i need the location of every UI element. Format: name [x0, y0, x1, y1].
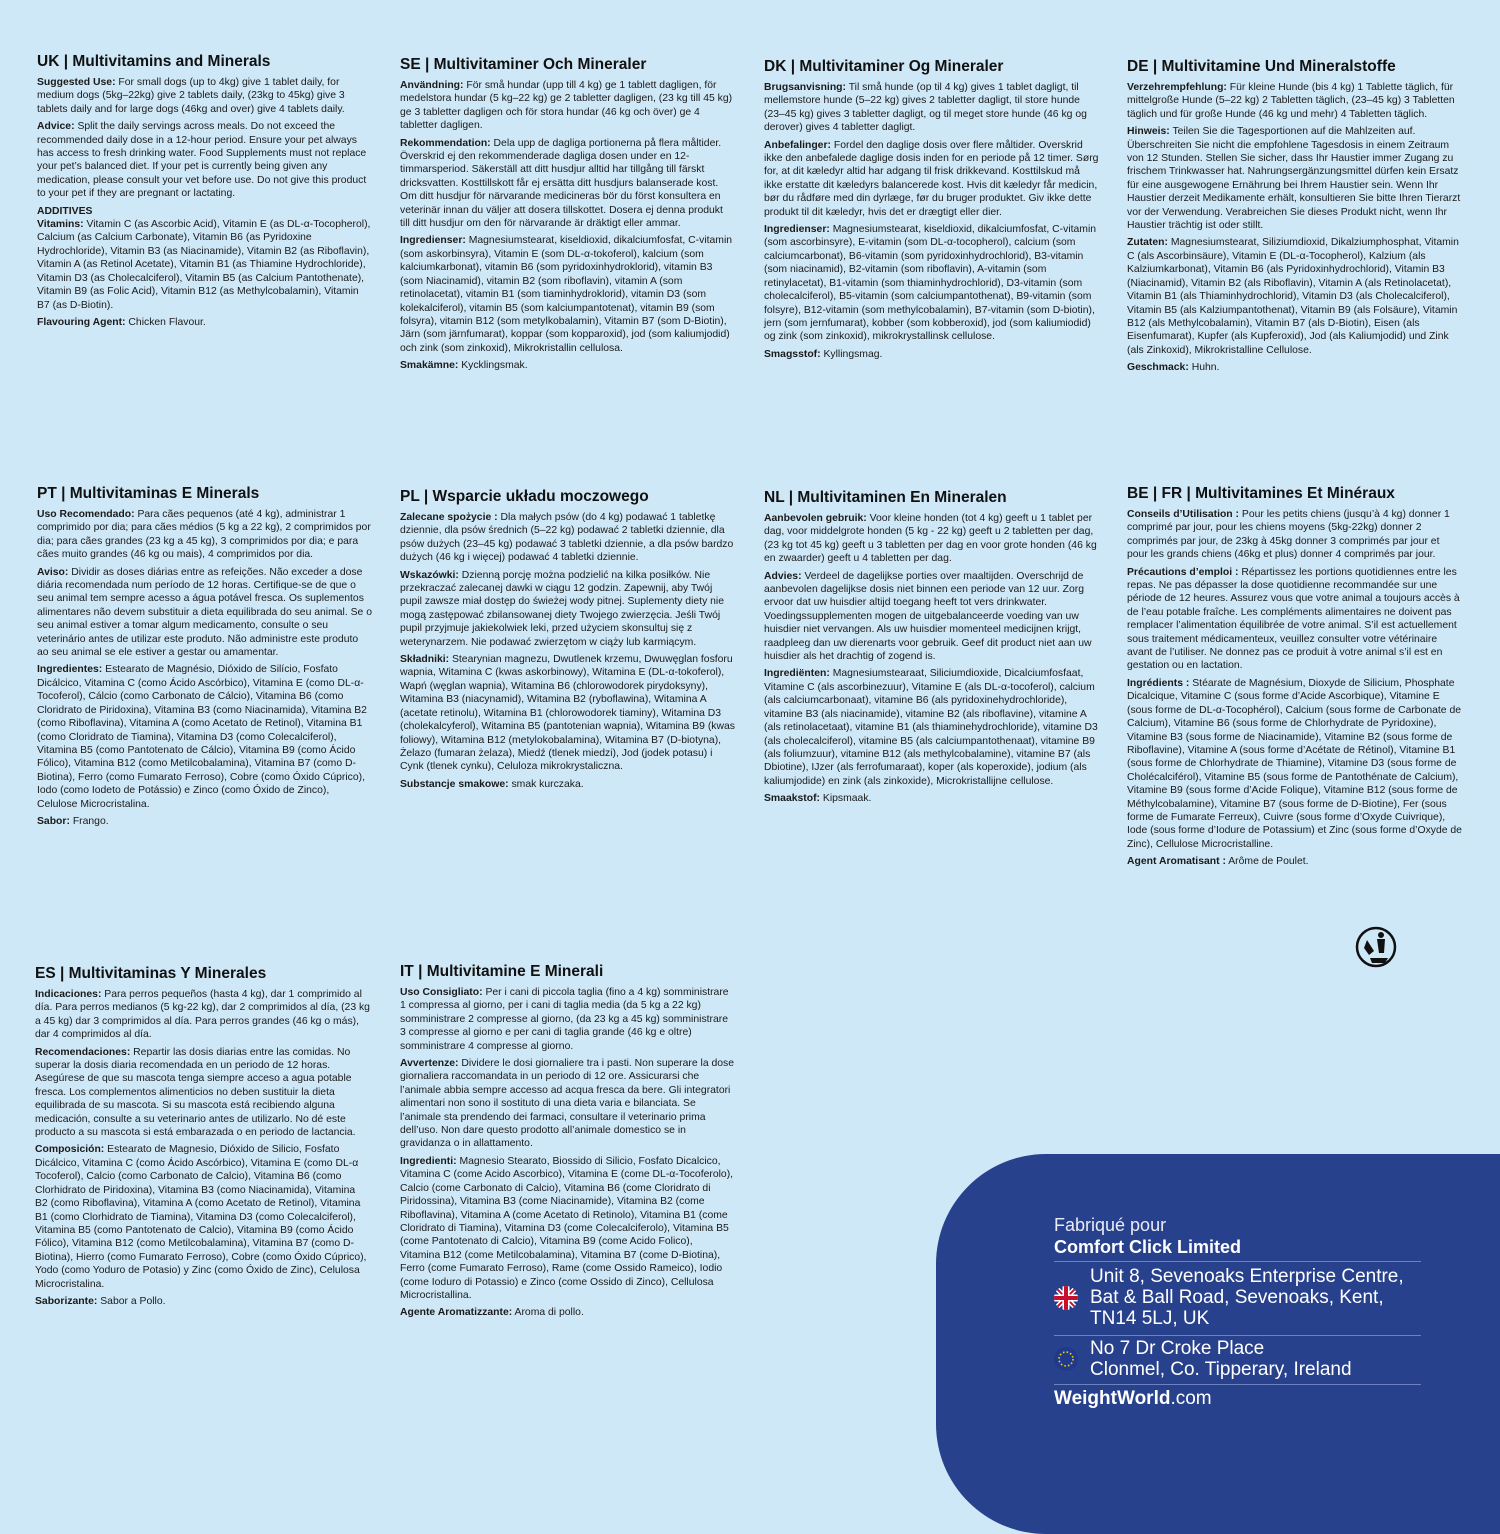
ingredients-label: Composición:: [35, 1144, 105, 1156]
advice-text: Dividir as doses diárias entre as refeições. Não exceder a dose diária recomendada num período de 12 horas. Certifique-se de que o seu animal tem sempre acesso a água potável fresca. Os suplementos alimentares não devem substituir a dieta equilibrada do seu animal. Se o seu animal estiver a tomar algum medicamento, consulte o seu veterinário antes de utilizar este produto. Não administre este produto ao seu animal se ele estiver a gestar ou amamentar.: [37, 566, 373, 659]
use-text: Para perros pequeños (hasta 4 kg), dar 1 comprimido al día. Para perros medianos (5 kg-22 kg), dar 2 comprimidos al día, (23 kg a 45 kg) dar 3 comprimidos al día. Para perros grandes (46 kg o más), dar 4 comprimidos al día.: [35, 989, 370, 1041]
use-text: Pour les petits chiens (jusqu’à 4 kg) donner 1 comprimé par jour, pour les chiens moyens (5kg-22kg) donner 2 comprimés par jour, de 23kg à 45kg donner 3 comprimés par jour et pour les grands chiens (46kg et plus) donner 4 comprimés par jour.: [1127, 509, 1450, 561]
section-heading: DK | Multivitaminer Og Mineraler: [764, 58, 1004, 75]
ingredients-text: Magnesio Stearato, Biossido di Silicio, Fosfato Dicalcico, Vitamina C (come Acido Ascorbico), Vitamina E (come DL-α-Tocoferolo), Calcio (come Carbonato di Calcio), Vitamina B6 (come Cloridrato di Piridossina), Vitamina B3 (come Niacinamide), Vitamina B2 (come Riboflavina), Vitamina A (come Acetato di Retinolo), Vitamina B1 (come Cloridrato di Tiamina), Vitamina D3 (come Colecalciferolo), Vitamina B5 (come Pantotenato di Calcio), Vitamina B9 (come Acido Folico), Vitamina B12 (come Metilcobalamina), Vitamina B7 (come D-Biotina), Ferro (come Fumarato Ferroso), Rame (come Ossido Rameico), Iodio (come Ioduro di Potassio) e Zinco (come Ossido di Zinco), Cellulosa Microcristallina.: [400, 1155, 734, 1301]
advice-label: Hinweis:: [1127, 126, 1170, 138]
advice-label: Précautions d’emploi :: [1127, 566, 1239, 578]
ingredients-text: Magnesiumstearat, kiseldioxid, dikalciumfosfat, C-vitamin (som ascorbinsyre), E-vitamin (som DL-α-tocopherol), calcium (som calciumcarbonat), B6-vitamin (som pyridoxinhydrochlorid), B3-vitamin (som niacinamid), B2-vitamin (som riboflavin), A-vitamin (som retinylacetat), B1-vitamin (som thiaminhydrochlorid), D3-vitamin (som cholecalciferol), B5-vitamin (som calciumpantothenat), B9-vitamin (som folsyre), B12-vitamin (som methylcobalamin), B7-vitamin (som D-biotin), jern (som jernfumarat), kobber (som kobberoxid), jod (som kaliumiodid) og zink (som zinkoxid), mikrokrystallinsk cellulose.: [764, 224, 1097, 343]
advice-text: Répartissez les portions quotidiennes entre les repas. Ne pas dépasser la dose quotidienne recommandée sur une période de 12 heures. Assurez vous que votre animal a toujours accès à de l’eau potable fraîche. Les compléments alimentaires ne doivent pas remplacer l’alimentation équilibrée de votre animal. S’il est actuellement sous traitement médicamenteux, veuillez consulter votre vétérinaire avant de l’utiliser. Ne donnez pas ce produit à votre animal s’il est en gestation ou en lactation.: [1127, 566, 1460, 672]
website-brand: WeightWorld: [1054, 1388, 1171, 1409]
uk-address-line: TN14 5LJ, UK: [1090, 1308, 1210, 1329]
section-pl: [400, 487, 735, 795]
use-text: Voor kleine honden (tot 4 kg) geeft u 1 tablet per dag, voor middelgrote honden (5 kg - 22 kg) geeft u 2 tabletten per dag, (23 kg tot 45 kg) geeft u 3 tabletten per dag en voor grote honden (46 kg en zwaarder) geeft u 4 tabletten per dag.: [764, 513, 1097, 565]
ingredients-label: Ingrédients :: [1127, 677, 1190, 689]
section-be-fr: [1127, 484, 1462, 873]
advice-label: Avvertenze:: [400, 1058, 459, 1070]
use-label: Zalecane spożycie :: [400, 512, 498, 523]
use-label: Verzehrempfehlung:: [1127, 82, 1227, 93]
vitamins-text: Vitamin C (as Ascorbic Acid), Vitamin E (as DL-α-Tocopherol), Calcium (as Calcium Carbonate), Vitamin B6 (as Pyridoxine Hydrochloride), Vitamin B3 (as Niacinamide), Vitamin B2 (as Riboflavin), Vitamin A (as Retinol Acetate), Vitamin B1 (as Thiamine Hydrochloride), Vitamin D3 (as Cholecalciferol), Vitamin B5 (as Calcium Pantothenate), Vitamin B9 (as Folic Acid), Vitamin B12 (as Methylcobalamin), Vitamin B7 (as D-Biotin).: [37, 219, 371, 311]
website-suffix: .com: [1170, 1388, 1212, 1409]
use-label: Brugsanvisning:: [764, 82, 846, 93]
ingredients-label: Ingredientes:: [37, 664, 103, 676]
use-text: Til små hunde (op til 4 kg) gives 1 tablet dagligt, til mellemstore hunde (5–22 kg) gives 2 tabletter dagligt, til store hunde (23–45 kg) gives 3 tabletter dagligt, og til meget store hunde (46 kg og derover) gives 4 tabletter dagligt.: [764, 82, 1087, 134]
flavour-label: Agente Aromatizzante:: [400, 1307, 513, 1319]
section-uk: [37, 52, 372, 333]
ie-address-line: Clonmel, Co. Tipperary, Ireland: [1090, 1359, 1352, 1380]
flavour-label: Sabor:: [37, 815, 70, 827]
uk-address-line: Unit 8, Sevenoaks Enterprise Centre,: [1090, 1266, 1404, 1287]
manufacturer-panel: [936, 1154, 1500, 1534]
ingredients-text: Stearynian magnezu, Dwutlenek krzemu, Dwuwęglan fosforu wapnia, Witamina C (kwas askorbinowy), Witamina E (DL-α-tokoferol), Wapń (węglan wapnia), Witamina B6 (chlorowodorek pirydoksyny), Witamina B3 (niacynamid), Witamina B2 (ryboflawina), Witamina A (acetate retinolu), Witamina B1 (chlorowodorek tiaminy), Witamina D3 (cholekalcyferol), Witamina B5 (pantotenian wapnia), Witamina B9 (kwas foliowy), Witamina B12 (metylokobalamina), Witamina B7 (D-biotyna), Żelazo (fumaran żelaza), Miedź (tlenek miedzi), Jod (jodek potasu) i Cynk (tlenek cynku), Celuloza mikrokrystaliczna.: [400, 654, 735, 773]
section-heading: BE | FR | Multivitamines Et Minéraux: [1127, 485, 1395, 502]
section-it: [400, 962, 735, 1324]
section-heading: PT | Multivitaminas E Minerals: [37, 485, 260, 502]
advice-text: Split the daily servings across meals. Do not exceed the recommended daily dose in a 12-hour period. Ensure your pet always has access to fresh drinking water. Food Supplements must not replace your pet’s balanced diet. If your pet is currently being given any medication, please consult your vet before use. Do not give this product to your pet if they are pregnant or lactating.: [37, 121, 367, 200]
flavour-text: Sabor a Pollo.: [100, 1295, 166, 1307]
ingredients-label: Ingredienti:: [400, 1155, 457, 1167]
recycle-icon: [1355, 926, 1399, 968]
flavour-label: Smagsstof:: [764, 348, 821, 360]
divider: [1054, 1335, 1421, 1336]
ingredients-label: Zutaten:: [1127, 237, 1168, 249]
uk-flag-icon: [1054, 1286, 1078, 1310]
section-de: [1127, 57, 1462, 379]
use-label: Aanbevolen gebruik:: [764, 513, 867, 524]
section-se: [400, 55, 735, 377]
use-label: Uso Consigliato:: [400, 987, 483, 998]
use-text: Para cães pequenos (até 4 kg), administrar 1 comprimido por dia; para cães médios (5 kg a 22 kg), 2 comprimidos por dia; para cães grandes (23 kg a 45 kg), 3 comprimidos por dia; e para cães muito grandes (46 kg ou mais), 4 comprimidos por dia.: [37, 509, 371, 561]
use-label: Suggested Use:: [37, 77, 116, 88]
advice-label: Aviso:: [37, 566, 69, 578]
ingredients-text: Estearato de Magnesio, Dióxido de Silicio, Fosfato Dicálcico, Vitamina C (como Ácido Ascórbico), Vitamina E (como DL-α Tocoferol), Calcio (como Carbonato de Calcio), Vitamina B6 (como Clorhidrato de Piridoxina), Vitamina B3 (como Niacinamida), Vitamina B2 (como Riboflavina), Vitamina A (como Acetato de Retinol), Vitamina B1 (como Clorhidrato de Tiamina), Vitamina D3 (como Colecalciferol), Vitamina B5 (como Pantotenato de Calcio), Vitamina B9 (como Ácido Fólico), Vitamina B12 (como Metilcobalamina), Vitamina B7 (como D-Biotina), Hierro (como Fumarato Ferroso), Cobre (como Óxido Cúprico), Yodo (como Yoduro de Potasio) y Zinc (como Óxido de Zinc), Celulosa Microcristalina.: [35, 1144, 367, 1290]
advice-text: Repartir las dosis diarias entre las comidas. No superar la dosis diaria recomendada en un periodo de 12 horas. Asegúrese de que su mascota tenga siempre acceso a agua potable fresca. Los complementos alimenticios no deben sustituir la dieta equilibrada de su mascota. Si su mascota está recibiendo alguna medicación, consulte a su veterinario antes de utilizarlo. No dé este producto a su mascota si está embarazada o en periodo de lactancia.: [35, 1046, 356, 1139]
flavour-text: Chicken Flavour.: [128, 316, 206, 328]
advice-label: Advies:: [764, 570, 802, 582]
section-heading: SE | Multivitaminer Och Mineraler: [400, 56, 647, 73]
section-heading: PL | Wsparcie układu moczowego: [400, 488, 649, 505]
ingredients-text: Estearato de Magnésio, Dióxido de Silício, Fosfato Dicálcico, Vitamina C (como Ácido Ascórbico), Vitamina E (como DL-α-Tocoferol), Cálcio (como Carbonato de Cálcio), Vitamina B6 (como Cloridrato de Piridoxina), Vitamina B3 (como Niacinamida), Vitamina B2 (como Riboflavina), Vitamina A (como Acetato de Retinol), Vitamina B1 (como Cloridrato de Tiamina), Vitamina D3 (como Colecalciferol), Vitamina B5 (como Pantotenato de Cálcio), Vitamina B9 (como Ácido Fólico), Vitamina B12 (como Metilcobalamina), Vitamina B7 (como D-Biotina), Ferro (como Fumarato Ferroso), Cobre (como Óxido Cúprico), Iodo (como Iodeto de Potássio) e Zinco (como Óxido de Zinco), Celulose Microcristalina.: [37, 664, 367, 810]
advice-label: Wskazówki:: [400, 569, 459, 581]
advice-text: Teilen Sie die Tagesportionen auf die Mahlzeiten auf. Überschreiten Sie nicht die empfohlene Tagesdosis in einem Zeitraum von 12 Stunden. Stellen Sie sicher, dass Ihr Haustier immer Zugang zu frischem Trinkwasser hat. Nahrungsergänzungsmittel dürfen kein Ersatz für eine ausgewogene Ernährung bei Ihrem Haustier sein. Wenn Ihr Haustier derzeit Medikamente erhält, konsultieren Sie bitte Ihren Tierarzt vor der Verwendung. Verabreichen Sie dieses Produkt nicht, wenn Ihr Haustier trächtig ist oder stillt.: [1127, 126, 1461, 232]
section-pt: [37, 484, 372, 832]
uk-address-line: Bat & Ball Road, Sevenoaks, Kent,: [1090, 1287, 1384, 1308]
ingredients-label: Ingredienser:: [764, 224, 830, 236]
use-text: Dla małych psów (do 4 kg) podawać 1 tabletkę dziennie, dla psów średnich (5–22 kg) podawać 2 tabletki dziennie, dla psów dużych (23–45 kg) podawać 3 tabletki dziennie, a dla psów bardzo dużych (46 kg i więcej) podawać 4 tabletki dziennie.: [400, 512, 734, 564]
section-dk: [764, 57, 1099, 365]
advice-label: Recomendaciones:: [35, 1046, 131, 1058]
flavour-label: Flavouring Agent:: [37, 316, 126, 328]
advice-text: Dela upp de dagliga portionerna på flera måltider. Överskrid ej den rekommenderade dagliga dosen under en 12-timmarsperiod. Säkerställ att ditt husdjur alltid har tillgång till färskt dricksvatten. Kosttillskott får ej ersätta ditt husdjurs balanserade kost. Om ditt husdjur för närvarande medicineras bör du först konsultera en veterinär innan du väljer att dosera tillskottet. Dosera ej denna produkt till ditt husdjur om den för närvarande är dräktigt eller ammar.: [400, 137, 723, 230]
use-label: Indicaciones:: [35, 989, 102, 1000]
ingredients-text: Magnesiumstearat, Siliziumdioxid, Dikalziumphosphat, Vitamin C (als Ascorbinsäure), Vitamin E (DL-α-Tocopherol), Kalzium (als Kalziumkarbonat), Vitamin B6 (als Pyridoxinhydrochlorid), Vitamin B3 (Niacinamid), Vitamin B2 (als Riboflavin), Vitamin A (als Retinolacetat), Vitamin B1 (als Thiaminhydrochlorid), Vitamin D3 (als Cholecalciferol), Vitamin B5 (als Kalziumpantothenat), Vitamin B9 (als Folsäure), Vitamin B12 (als Methylcobalamin), Vitamin B7 (als D-Biotin), Eisen (als Eisenfumarat), Kupfer (als Kupferoxid), Jod (als Kaliumjodid) und Zink (als Zinkoxid), Mikrokristalline Cellulose.: [1127, 237, 1459, 356]
ingredients-text: Magnesiumstearat, kiseldioxid, dikalciumfosfat, C-vitamin (som askorbinsyra), Vitamin E (som DL-α-tokoferol), kalcium (som kalciumkarbonat), vitamin B6 (som pyridoxinhydroklorid), vitamin B3 (som Niacinamid), vitamin B2 (som riboflavin), vitamin A (som retinolacetat), vitamin B1 (som tiaminhydroklorid), vitamin D3 (som kolekalciferol), vitamin B5 (som kalciumpantotenat), vitamin B9 (som folsyra), vitamin B12 (som metylkobalamin), Vitamin B7 (som D-Biotin), Järn (som järnfumarat), koppar (som kopparoxid), jod (som kaliumjodid) och zink (som zinkoxid), Mikrokristallin cellulosa.: [400, 235, 733, 354]
flavour-text: smak kurczaka.: [511, 778, 584, 790]
vitamins-label: Vitamins:: [37, 219, 84, 231]
use-text: Für kleine Hunde (bis 4 kg) 1 Tablette täglich, für mittelgroße Hunde (5–22 kg) 2 Tabletten täglich, (23–45 kg) 3 Tabletten täglich und für große Hunde (46 kg und mehr) 4 Tabletten täglich.: [1127, 82, 1455, 120]
flavour-text: Kycklingsmak.: [461, 360, 528, 372]
eu-flag-icon: [1054, 1347, 1078, 1371]
company-name: Comfort Click Limited: [1054, 1237, 1242, 1257]
flavour-label: Substancje smakowe:: [400, 778, 509, 790]
section-heading: NL | Multivitaminen En Mineralen: [764, 489, 1007, 506]
website-link[interactable]: [1054, 1388, 1212, 1410]
flavour-text: Frango.: [72, 815, 109, 827]
flavour-text: Kyllingsmag.: [823, 348, 883, 360]
ingredients-text: Magnesiumstearaat, Siliciumdioxide, Dicalciumfosfaat, Vitamine C (als ascorbinezuur), Vitamine E (als DL-α-tocoferol), calcium (als calciumcarbonaat), vitamine B6 (als pyridoxinehydrochloride), vitamine B3 (als niacinamide), vitamine B2 (als riboflavine), vitamine A (als retinolacetaat), vitamine B1 (als thiaminehydrochloride), vitamine D3 (als cholecalciferol), vitamine B5 (als calciumpantothenaat), vitamine B9 (als foliumzuur), vitamine B12 (als methylcobalamine), vitamine B7 (als Dbiotine), IJzer (als ferrofumaraat), koper (als koperoxide), jodium (als kaliumjodide) en zink (als zinkoxide), Microkristallijne cellulose.: [764, 668, 1098, 787]
flavour-text: Arôme de Poulet.: [1228, 856, 1309, 868]
made-for-label: Fabriqué pour: [1054, 1215, 1167, 1235]
advice-text: Verdeel de dagelijkse porties over maaltijden. Overschrijd de aanbevolen dagelijkse dosis niet binnen een periode van 12 uur. Zorg ervoor dat uw huisdier altijd toegang heeft tot vers drinkwater. Voedingssupplementen mogen de uitgebalanceerde voeding van uw huisdier niet vervangen. Als uw huisdier momenteel medicijnen krijgt, raadpleeg dan uw dierenarts voor gebruik. Geef dit product niet aan uw huisdier als het drachtig of zogend is.: [764, 570, 1092, 663]
section-heading: DE | Multivitamine Und Mineralstoffe: [1127, 58, 1396, 75]
ingredients-label: Ingrediënten:: [764, 668, 830, 680]
use-label: Användning:: [400, 80, 464, 91]
made-for: [1054, 1214, 1241, 1258]
ingredients-label: Ingredienser:: [400, 235, 466, 247]
flavour-label: Agent Aromatisant :: [1127, 856, 1226, 868]
use-text: För små hundar (upp till 4 kg) ge 1 tablett dagligen, för medelstora hundar (5 kg–22 kg) ge 2 tabletter dagligen, (23 kg till 45 kg) ge 3 tabletter dagligen och för stora hundar (46 kg och över) ge 4 tabletter dagligen.: [400, 80, 733, 132]
use-text: For small dogs (up to 4kg) give 1 tablet daily, for medium dogs (5kg–22kg) give 2 tablets daily, (23kg to 45kg) give 3 tablets daily and for large dogs (46kg and over) give 4 tablets daily.: [37, 77, 345, 115]
additives-heading: ADDITIVES: [37, 205, 93, 217]
advice-label: Advice:: [37, 121, 75, 133]
advice-label: Rekommendation:: [400, 137, 491, 149]
flavour-label: Saborizante:: [35, 1295, 98, 1307]
uk-address: [1054, 1266, 1404, 1329]
flavour-text: Huhn.: [1191, 362, 1220, 374]
divider: [1054, 1261, 1421, 1262]
section-heading: IT | Multivitamine E Minerali: [400, 963, 604, 980]
advice-text: Dzienną porcję można podzielić na kilka posiłków. Nie przekraczać zalecanej dawki w ciągu 12 godzin. Zapewnij, aby Twój pupil zawsze miał dostęp do świeżej wody pitnej. Suplementy diety nie mogą zastępować zbilansowanej diety Twojego zwierzęcia. Jeśli Twój pupil przyjmuje jakiekolwiek leki, przed użyciem skonsultuj się z weterynarzem. Nie podawać zwierzętom w ciąży lub karmiącym.: [400, 569, 725, 648]
advice-text: Fordel den daglige dosis over flere måltider. Overskrid ikke den anbefalede daglige dosis inden for en periode på 12 timer. Sørg for, at dit kæledyr altid har adgang til frisk drikkevand. Kosttilskud må ikke erstatte dit kæledyrs balancerede kost. Hvis dit kæledyr får medicin, bør du rådføre med din dyrlæge, før du bruger produktet. Giv ikke dette produkt til dit kæledyr, hvis det er drægtigt eller dier.: [764, 139, 1099, 218]
advice-label: Anbefalinger:: [764, 139, 831, 151]
section-nl: [764, 488, 1099, 810]
ingredients-label: Składniki:: [400, 654, 450, 666]
flavour-label: Smaakstof:: [764, 793, 821, 805]
ingredients-text: Stéarate de Magnésium, Dioxyde de Silicium, Phosphate Dicalcique, Vitamine C (sous forme d’Acide Ascorbique), Vitamine E (sous forme de DL-α-Tocophérol), Calcium (sous forme de Carbonate de Calcium), Vitamine B6 (sous forme de Chlorhydrate de Pyridoxine), Vitamine B3 (sous forme de Niacinamide), Vitamine B2 (sous forme de Riboflavine), Vitamine A (sous forme d’Acétate de Rétinol), Vitamine B1 (sous forme de Chlorhydrate de Thiamine), Vitamine D3 (sous forme de Cholécalciférol), Vitamine B5 (sous forme de Pantothénate de Calcium), Vitamine B9 (sous forme d’Acide Folique), Vitamine B12 (sous forme de Méthylcobalamine), Vitamine B7 (sous forme de D-Biotine), Fer (sous forme de Fumarate Ferreux), Cuivre (sous forme d’Oxyde Cuivrique), Iode (sous forme d’Iodure de Potassium) et Zinc (sous forme d’Oxyde de Zinc), Cellulose Microcristalline.: [1127, 677, 1462, 850]
flavour-label: Geschmack:: [1127, 362, 1189, 374]
divider: [1054, 1384, 1421, 1385]
use-text: Per i cani di piccola taglia (fino a 4 kg) somministrare 1 compressa al giorno, per i cani di taglia media (da 5 kg a 22 kg) somministrare 2 compresse al giorno, (da 23 kg a 45 kg) somministrare 3 compresse al giorno e per cani di taglia grande (46 kg e oltre) somministrare 4 compresse al giorno.: [400, 987, 729, 1052]
section-heading: UK | Multivitamins and Minerals: [37, 53, 271, 70]
flavour-text: Kipsmaak.: [822, 793, 872, 805]
use-label: Conseils d’Utilisation :: [1127, 509, 1239, 520]
section-es: [35, 964, 370, 1312]
section-heading: ES | Multivitaminas Y Minerales: [35, 965, 267, 982]
ie-address-line: No 7 Dr Croke Place: [1090, 1338, 1265, 1359]
advice-text: Dividere le dosi giornaliere tra i pasti. Non superare la dose giornaliera raccomandata in un periodo di 12 ore. Assicurarsi che l’animale abbia sempre accesso ad acqua fresca da bere. Gli integratori alimentari non sono il sostituto di una dieta varia e bilanciata. Se l’animale sta prendendo dei farmaci, consultare il veterinario prima dell’uso. Non dare questo prodotto all’animale domestico se in gravidanza o in allattamento.: [400, 1058, 735, 1150]
flavour-text: Aroma di pollo.: [514, 1307, 584, 1319]
flavour-label: Smakämne:: [400, 360, 459, 372]
ie-address: [1054, 1338, 1352, 1380]
use-label: Uso Recomendado:: [37, 509, 135, 520]
